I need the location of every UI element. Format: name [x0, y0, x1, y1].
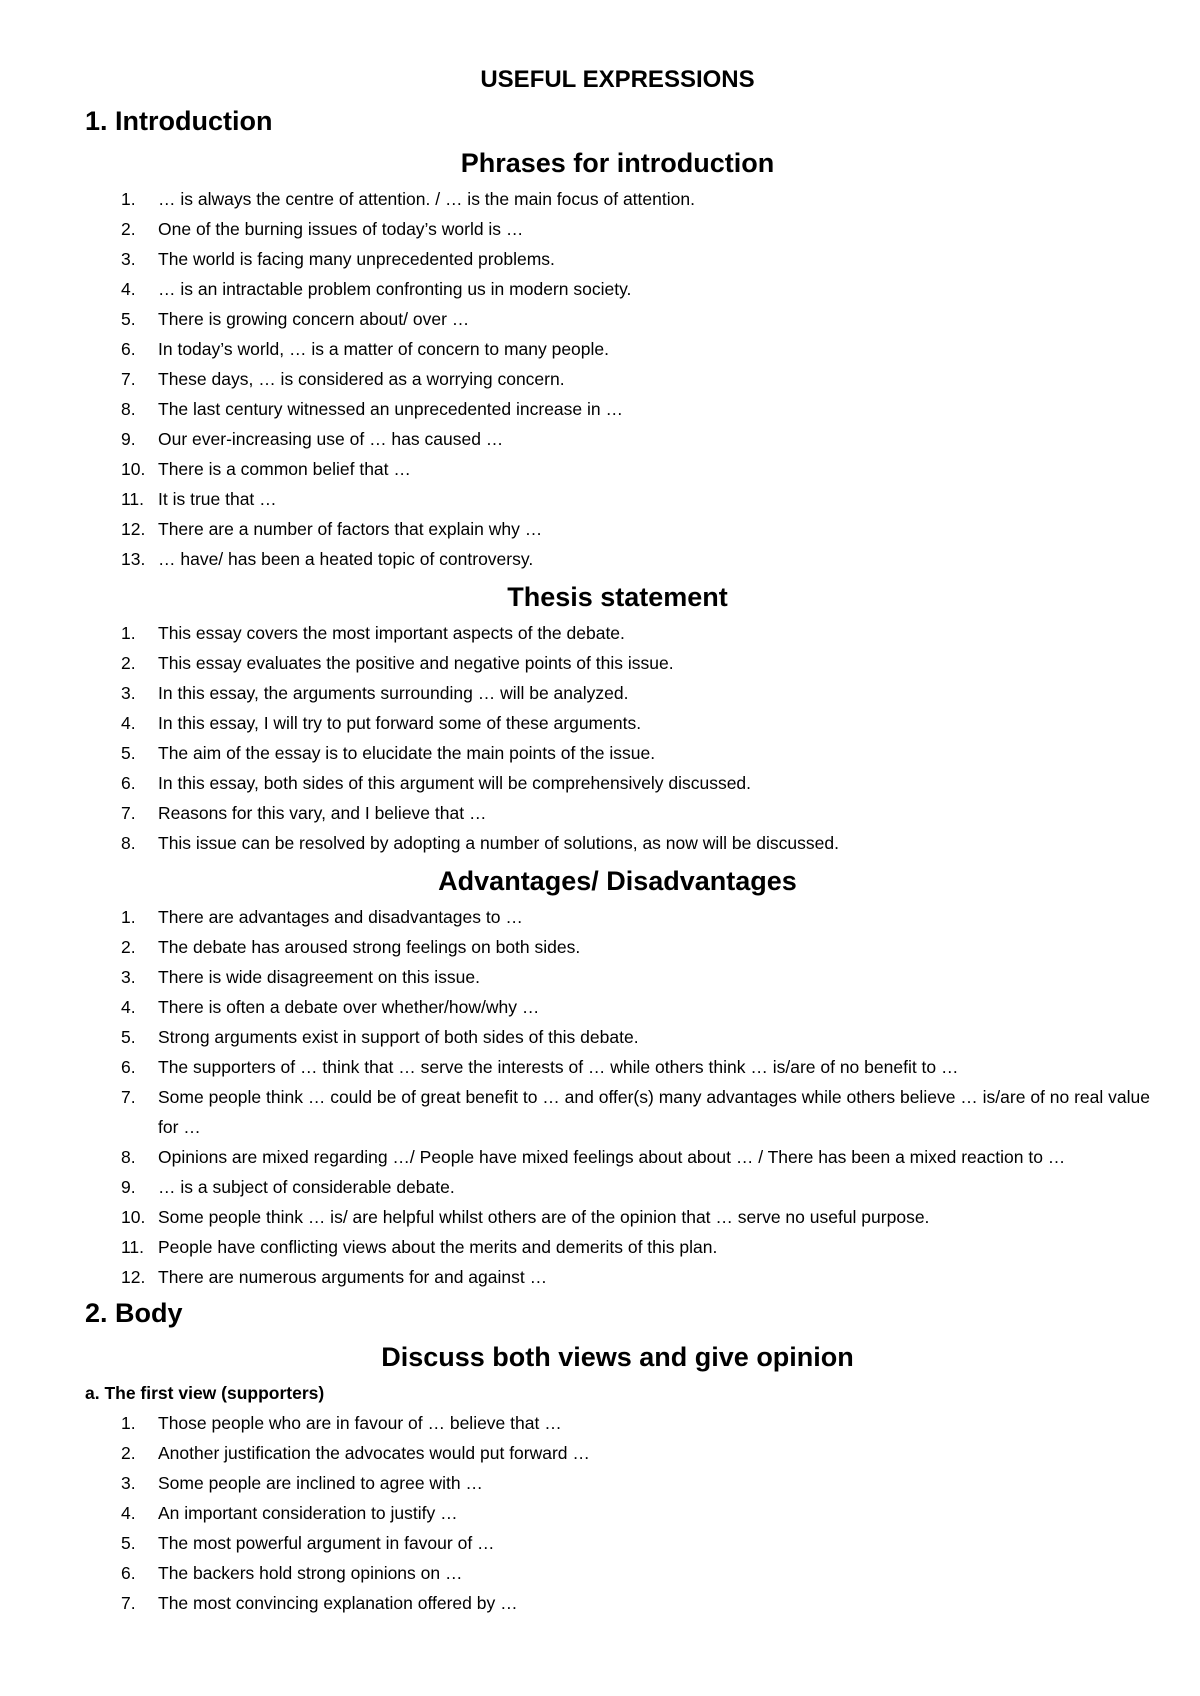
list-item-number: 6. — [121, 339, 136, 359]
list-item-text: Reasons for this vary, and I believe that … — [158, 803, 487, 823]
list-item-text: Some people think … is/ are helpful whilst others are of the opinion that … serve no useful purpose. — [158, 1207, 930, 1227]
list-item-number: 6. — [121, 1057, 136, 1077]
list-item-text: It is true that … — [158, 489, 277, 509]
list-item-text: This essay covers the most important aspects of the debate. — [158, 623, 625, 643]
list-item — [85, 1082, 1150, 1142]
list-item — [85, 394, 1150, 424]
list-item-number: 4. — [121, 997, 136, 1017]
list-item-text: There are advantages and disadvantages to … — [158, 907, 523, 927]
subheading-discuss-both-views: Discuss both views and give opinion — [381, 1342, 854, 1372]
list-advantages-disadvantages — [85, 902, 1150, 1292]
list-item — [85, 1468, 1150, 1498]
list-item-number: 3. — [121, 1473, 136, 1493]
list-item-text: There is often a debate over whether/how/why … — [158, 997, 540, 1017]
list-item-number: 13. — [121, 549, 146, 569]
subheading-first-view: a. The first view (supporters) — [85, 1383, 325, 1403]
list-item — [85, 1022, 1150, 1052]
list-item — [85, 1438, 1150, 1468]
list-item — [85, 1142, 1150, 1172]
list-item — [85, 798, 1150, 828]
list-item — [85, 544, 1150, 574]
list-item — [85, 244, 1150, 274]
list-item-number: 10. — [121, 459, 146, 479]
list-item — [85, 304, 1150, 334]
list-item-number: 11. — [121, 489, 145, 509]
list-item — [85, 1172, 1150, 1202]
list-phrases-for-introduction — [85, 184, 1150, 574]
list-item-text: There is a common belief that … — [158, 459, 411, 479]
list-item-number: 8. — [121, 833, 136, 853]
list-item — [85, 484, 1150, 514]
list-item — [85, 1588, 1150, 1618]
list-item-text: There are a number of factors that explain why … — [158, 519, 543, 539]
list-item-number: 3. — [121, 683, 136, 703]
list-item-text: The most powerful argument in favour of … — [158, 1533, 495, 1553]
list-item-text: One of the burning issues of today’s world is … — [158, 219, 524, 239]
list-item-number: 4. — [121, 713, 136, 733]
list-item-text: These days, … is considered as a worrying concern. — [158, 369, 565, 389]
list-item-number: 7. — [121, 369, 136, 389]
list-item-number: 10. — [121, 1207, 146, 1227]
list-item-number: 1. — [121, 189, 136, 209]
list-item-number: 7. — [121, 803, 136, 823]
list-item-number: 1. — [121, 623, 136, 643]
list-item-text: Opinions are mixed regarding …/ People have mixed feelings about about … / There has been a mixed reaction to … — [158, 1147, 1066, 1167]
list-item-number: 7. — [121, 1593, 136, 1613]
list-item-text: Those people who are in favour of … believe that … — [158, 1413, 562, 1433]
list-item — [85, 618, 1150, 648]
list-item-number: 11. — [121, 1237, 145, 1257]
list-first-view — [85, 1408, 1150, 1618]
list-item-text: … is always the centre of attention. / … is the main focus of attention. — [158, 189, 695, 209]
list-item-number: 6. — [121, 1563, 136, 1583]
list-item-number: 7. — [121, 1087, 136, 1107]
list-item-number: 6. — [121, 773, 136, 793]
list-item — [85, 738, 1150, 768]
list-item-number: 12. — [121, 519, 146, 539]
list-item-number: 1. — [121, 1413, 136, 1433]
list-item — [85, 708, 1150, 738]
list-item-text: This issue can be resolved by adopting a number of solutions, as now will be discussed. — [158, 833, 839, 853]
list-item-text: Our ever-increasing use of … has caused … — [158, 429, 504, 449]
list-item-number: 8. — [121, 1147, 136, 1167]
list-item-text: Some people are inclined to agree with … — [158, 1473, 483, 1493]
list-item — [85, 184, 1150, 214]
list-item — [85, 334, 1150, 364]
list-item-text: … is a subject of considerable debate. — [158, 1177, 455, 1197]
list-item-number: 3. — [121, 967, 136, 987]
list-item — [85, 424, 1150, 454]
list-thesis-statement — [85, 618, 1150, 858]
list-item-text: … is an intractable problem confronting us in modern society. — [158, 279, 632, 299]
section-heading-introduction: 1. Introduction — [85, 106, 273, 136]
list-item — [85, 648, 1150, 678]
list-item — [85, 902, 1150, 932]
list-item-text: The debate has aroused strong feelings on both sides. — [158, 937, 581, 957]
list-item — [85, 1558, 1150, 1588]
list-item-number: 5. — [121, 1533, 136, 1553]
list-item — [85, 1408, 1150, 1438]
list-item-text: There is wide disagreement on this issue. — [158, 967, 480, 987]
list-item — [85, 1262, 1150, 1292]
list-item-number: 5. — [121, 743, 136, 763]
list-item — [85, 364, 1150, 394]
list-item — [85, 1498, 1150, 1528]
list-item-number: 9. — [121, 429, 136, 449]
list-item — [85, 932, 1150, 962]
list-item-number: 5. — [121, 309, 136, 329]
list-item-number: 5. — [121, 1027, 136, 1047]
list-item-text: This essay evaluates the positive and negative points of this issue. — [158, 653, 674, 673]
list-item-text: In this essay, the arguments surrounding … will be analyzed. — [158, 683, 629, 703]
subheading-advantages-disadvantages: Advantages/ Disadvantages — [438, 866, 797, 896]
list-item — [85, 768, 1150, 798]
list-item-text: The last century witnessed an unprecedented increase in … — [158, 399, 623, 419]
list-item-text: The most convincing explanation offered by … — [158, 1593, 518, 1613]
list-item — [85, 454, 1150, 484]
list-item — [85, 678, 1150, 708]
list-item-text: The aim of the essay is to elucidate the main points of the issue. — [158, 743, 656, 763]
subheading-thesis-statement: Thesis statement — [507, 582, 728, 612]
list-item-text: … have/ has been a heated topic of controversy. — [158, 549, 534, 569]
list-item-number: 9. — [121, 1177, 136, 1197]
list-item — [85, 214, 1150, 244]
list-item — [85, 1202, 1150, 1232]
list-item-number: 2. — [121, 1443, 136, 1463]
list-item — [85, 514, 1150, 544]
list-item — [85, 992, 1150, 1022]
list-item — [85, 828, 1150, 858]
list-item-number: 2. — [121, 937, 136, 957]
list-item-text: Another justification the advocates would put forward … — [158, 1443, 590, 1463]
list-item-text: People have conflicting views about the merits and demerits of this plan. — [158, 1237, 718, 1257]
list-item-text: In this essay, both sides of this argument will be comprehensively discussed. — [158, 773, 752, 793]
section-heading-body: 2. Body — [85, 1298, 183, 1328]
subheading-phrases-for-introduction: Phrases for introduction — [460, 148, 775, 178]
list-item-text: Strong arguments exist in support of both sides of this debate. — [158, 1027, 639, 1047]
list-item-number: 2. — [121, 219, 136, 239]
list-item — [85, 962, 1150, 992]
list-item-number: 4. — [121, 1503, 136, 1523]
document-page — [85, 60, 1150, 1618]
list-item — [85, 1232, 1150, 1262]
list-item-text: Some people think … could be of great benefit to … and offer(s) many advantages while others believe … is/are of no real value for … — [158, 1087, 1150, 1137]
list-item-text: There is growing concern about/ over … — [158, 309, 470, 329]
document-title: USEFUL EXPRESSIONS — [480, 66, 755, 93]
list-item-text: In this essay, I will try to put forward some of these arguments. — [158, 713, 642, 733]
list-item-number: 1. — [121, 907, 136, 927]
list-item-text: There are numerous arguments for and against … — [158, 1267, 548, 1287]
list-item-text: The world is facing many unprecedented problems. — [158, 249, 555, 269]
list-item-number: 4. — [121, 279, 136, 299]
list-item-text: The backers hold strong opinions on … — [158, 1563, 463, 1583]
list-item-number: 2. — [121, 653, 136, 673]
list-item-text: An important consideration to justify … — [158, 1503, 458, 1523]
list-item-number: 3. — [121, 249, 136, 269]
list-item-number: 8. — [121, 399, 136, 419]
list-item — [85, 1528, 1150, 1558]
list-item-text: In today’s world, … is a matter of concern to many people. — [158, 339, 610, 359]
list-item — [85, 1052, 1150, 1082]
list-item-text: The supporters of … think that … serve the interests of … while others think … is/are of no benefit to … — [158, 1057, 959, 1077]
list-item — [85, 274, 1150, 304]
list-item-number: 12. — [121, 1267, 146, 1287]
